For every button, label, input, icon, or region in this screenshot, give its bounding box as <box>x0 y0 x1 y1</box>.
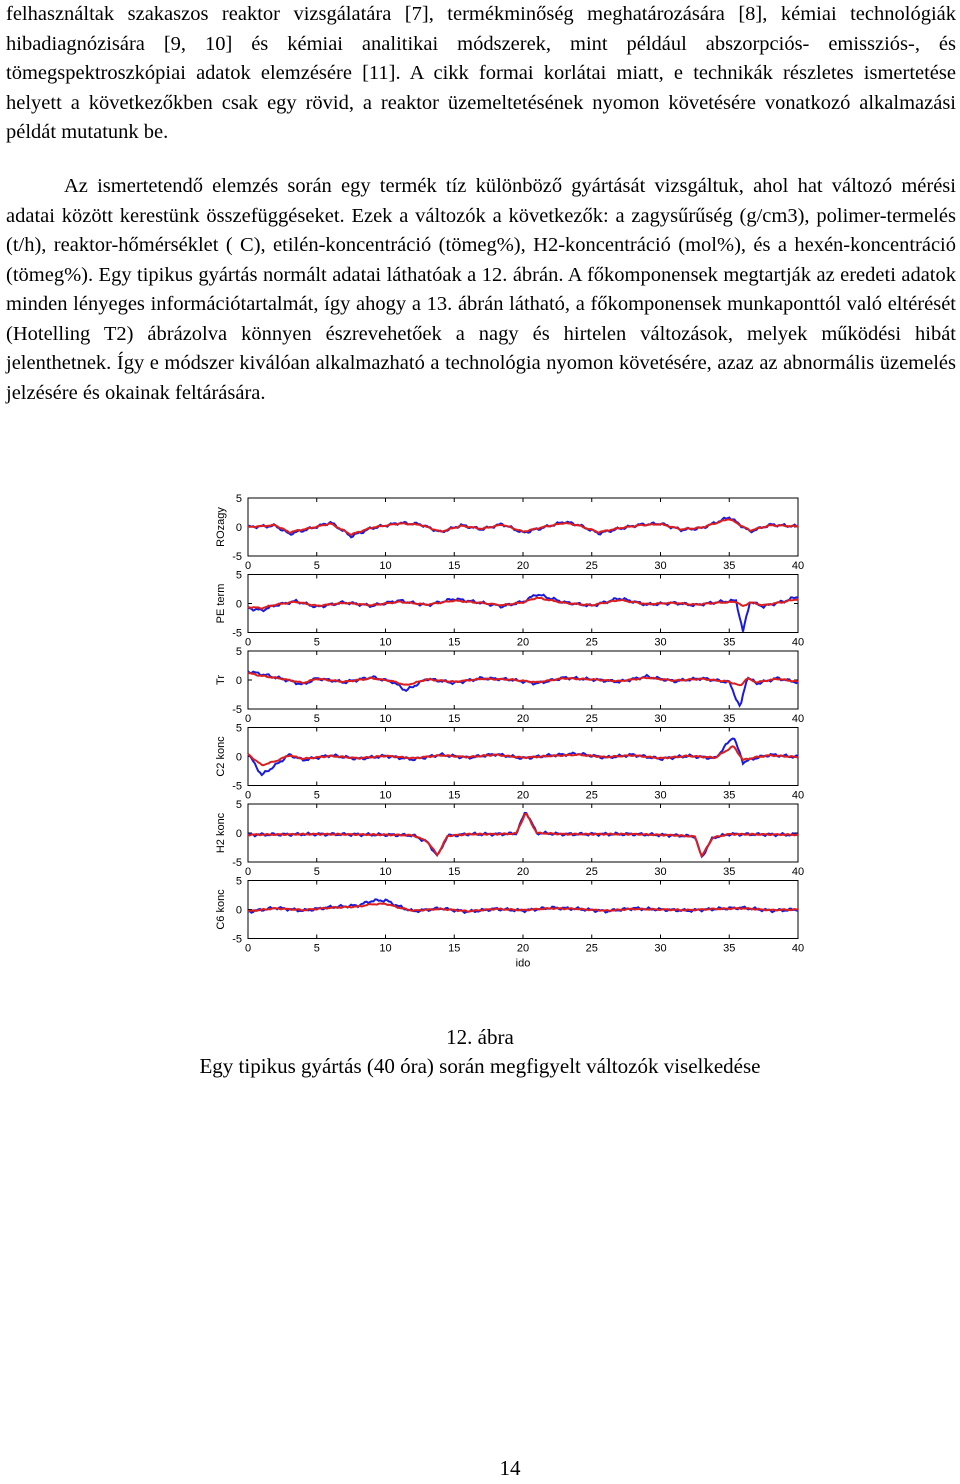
paragraph-2: Az ismertetendő elemzés során egy termék tíz különböző gyártását vizsgáltuk, ahol hat változó mérési adatai között kerestünk összefüggéseket. Ezek a változók a következők: a zagysűrűség (g/cm3), polimer-termelés (t/h), reaktor-hőmérséklet ( C), etilén-koncentráció (tömeg%), H2-koncentráció (mol%), és a hexén-koncentráció (tömeg%). Egy tipikus gyártás normált adatai láthatóak a 12. ábrán. A főkomponensek megtartják az eredeti adatok minden lényeges információtartalmát, így ahogy a 13. ábrán látható, a főkomponensek munkaponttól való eltérését (Hotelling T2) ábrázolva könnyen észrevehetőek a nagy és hirtelen változások, melyek működési hibát jelenthetnek. Így e módszer kiválóan alkalmazható a technológia nyomon követésére, azaz az abnormális üzemelés jelzésére és okainak feltárására. <box>6 175 956 404</box>
y-tick-label: 5 <box>235 722 242 735</box>
x-tick-label: 5 <box>313 942 320 955</box>
x-tick-label: 20 <box>516 942 530 955</box>
x-tick-label: 15 <box>448 789 461 802</box>
x-tick-label: 25 <box>585 789 598 802</box>
series-reconstructed-line <box>248 746 798 765</box>
y-axis-label: C6 konc <box>215 889 227 930</box>
x-tick-label: 0 <box>244 789 252 802</box>
x-tick-label: 40 <box>791 942 805 955</box>
subplot-5-axes <box>248 804 798 862</box>
x-tick-label: 10 <box>379 713 392 725</box>
y-axis-label: PE term <box>215 583 227 624</box>
x-tick-label: 40 <box>791 713 805 725</box>
x-tick-label: 20 <box>516 789 530 802</box>
paragraph-1: felhasználtak szakaszos reaktor vizsgálatára [7], termékminőség meghatározására [8], kémiai technológiák hibadiagnózisára [9, 10] és kémiai analitikai módszerek, mint például abszorpciós- emissziós-, és tömegspektroszkópiai adatok elemzésére [11]. A cikk formai korlátai miatt, e technikák részletes ismertetése helyett a következőkben csak egy rövid, a reaktor üzemeltetésének nyomon követésére vonatkozó alkalmazási példát mutatunk be. <box>6 3 956 143</box>
y-tick-label: 0 <box>235 828 242 840</box>
x-tick-label: 30 <box>654 789 667 802</box>
x-tick-label: 20 <box>516 560 530 572</box>
x-tick-label: 5 <box>313 560 320 572</box>
x-tick-label: 0 <box>244 713 252 725</box>
x-tick-label: 30 <box>654 866 667 878</box>
x-tick-label: 5 <box>313 713 320 725</box>
y-tick-label: -5 <box>232 780 242 793</box>
series-reconstructed-line <box>248 903 798 911</box>
x-tick-label: 10 <box>379 636 392 649</box>
y-tick-label: 5 <box>235 646 242 658</box>
y-tick-label: -5 <box>232 857 242 869</box>
x-tick-label: 15 <box>448 942 461 955</box>
y-tick-label: -5 <box>232 627 242 640</box>
y-tick-label: 5 <box>235 493 242 505</box>
x-tick-label: 0 <box>244 636 252 649</box>
figure-caption-text: Egy tipikus gyártás (40 óra) során megfigyelt változók viselkedése <box>199 1054 761 1078</box>
y-axis-label: ROzagy <box>215 507 227 547</box>
figure-caption-number: 12. ábra <box>446 1025 514 1049</box>
y-tick-label: -5 <box>232 704 242 716</box>
x-tick-label: 5 <box>313 636 320 649</box>
x-tick-label: 30 <box>654 636 667 649</box>
series-reconstructed-line <box>248 814 798 856</box>
y-tick-label: 0 <box>235 904 242 917</box>
x-tick-label: 35 <box>723 560 736 572</box>
x-tick-label: 0 <box>244 560 252 572</box>
y-axis-label: H2 konc <box>215 812 227 854</box>
x-tick-label: 15 <box>448 866 461 878</box>
x-tick-label: 35 <box>723 866 736 878</box>
x-tick-label: 30 <box>654 713 667 725</box>
x-tick-label: 40 <box>791 636 805 649</box>
x-tick-label: 15 <box>448 636 461 649</box>
x-tick-label: 30 <box>654 942 667 955</box>
y-tick-label: 0 <box>235 751 242 764</box>
x-tick-label: 10 <box>379 560 392 572</box>
x-tick-label: 20 <box>516 866 530 878</box>
x-tick-label: 40 <box>791 560 805 572</box>
x-tick-label: 0 <box>244 942 252 955</box>
x-tick-label: 20 <box>516 636 530 649</box>
x-tick-label: 5 <box>313 789 320 802</box>
y-tick-label: 0 <box>235 522 242 534</box>
x-tick-label: 25 <box>585 713 598 725</box>
series-measured-line <box>248 671 798 706</box>
y-axis-label: C2 konc <box>215 736 227 777</box>
page-number: 14 <box>499 1456 521 1480</box>
y-tick-label: 0 <box>235 675 242 687</box>
y-tick-label: 0 <box>235 598 242 611</box>
x-tick-label: 0 <box>244 866 252 878</box>
x-tick-label: 10 <box>379 942 392 955</box>
x-tick-label: 10 <box>379 866 392 878</box>
y-tick-label: -5 <box>232 933 242 946</box>
x-tick-label: 35 <box>723 789 736 802</box>
y-tick-label: -5 <box>232 551 242 563</box>
x-axis-label: ido <box>515 957 531 970</box>
x-tick-label: 40 <box>791 866 805 878</box>
x-tick-label: 15 <box>448 560 461 572</box>
x-tick-label: 25 <box>585 560 598 572</box>
y-tick-label: 5 <box>235 799 242 811</box>
y-tick-label: 5 <box>235 875 242 888</box>
series-measured-line <box>248 595 798 632</box>
x-tick-label: 5 <box>313 866 320 878</box>
y-tick-label: 5 <box>235 569 242 582</box>
x-tick-label: 25 <box>585 866 598 878</box>
series-measured-line <box>248 518 798 538</box>
x-tick-label: 20 <box>516 713 530 725</box>
x-tick-label: 25 <box>585 942 598 955</box>
x-tick-label: 40 <box>791 789 805 802</box>
subplot-1-axes <box>248 498 798 556</box>
multi-panel-line-chart <box>190 486 830 981</box>
x-tick-label: 35 <box>723 942 736 955</box>
x-tick-label: 30 <box>654 560 667 572</box>
figure-12 <box>190 486 830 981</box>
x-tick-label: 35 <box>723 636 736 649</box>
x-tick-label: 35 <box>723 713 736 725</box>
x-tick-label: 10 <box>379 789 392 802</box>
x-tick-label: 25 <box>585 636 598 649</box>
x-tick-label: 15 <box>448 713 461 725</box>
y-axis-label: Tr <box>215 675 227 685</box>
